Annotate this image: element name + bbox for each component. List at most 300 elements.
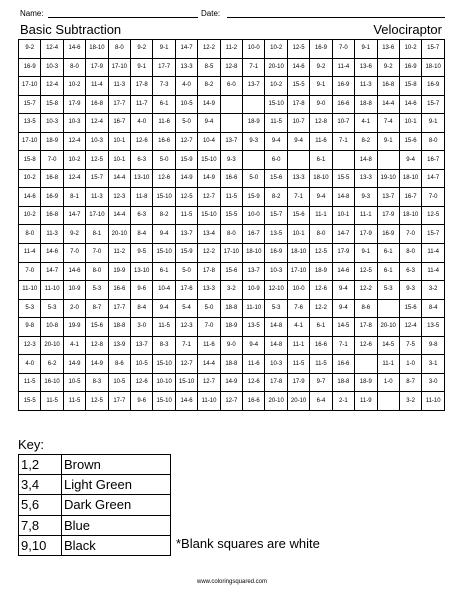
grid-cell: 17-8	[355, 318, 377, 337]
grid-cell: 16-6	[108, 281, 130, 300]
grid-row	[19, 58, 445, 77]
grid-cell: 18-10	[422, 58, 445, 77]
grid-cell: 6-3	[131, 206, 153, 225]
footer-url: www.coloringsquared.com	[196, 579, 268, 585]
grid-cell: 17-9	[355, 225, 377, 244]
grid-cell: 6-0	[265, 151, 287, 170]
grid-cell	[220, 114, 242, 133]
grid-cell: 14-7	[41, 262, 63, 281]
grid-cell: 9-4	[153, 299, 175, 318]
name-line	[48, 17, 198, 18]
grid-cell: 9-4	[287, 132, 309, 151]
grid-cell: 11-10	[198, 392, 220, 411]
grid-cell: 11-5	[265, 114, 287, 133]
grid-cell: 16-6	[332, 95, 354, 114]
grid-cell: 9-4	[332, 281, 354, 300]
grid-cell: 11-4	[422, 262, 445, 281]
key-color: Dark Green	[62, 495, 171, 515]
grid-cell: 9-5	[131, 244, 153, 263]
grid-cell: 13-3	[175, 58, 197, 77]
grid-cell: 14-8	[355, 151, 377, 170]
grid-cell: 15-6	[287, 206, 309, 225]
grid-cell: 16-7	[399, 188, 421, 207]
grid-cell: 14-8	[265, 336, 287, 355]
grid-cell: 11-9	[355, 392, 377, 411]
grid-cell: 16-9	[422, 77, 445, 96]
grid-cell: 7-0	[198, 318, 220, 337]
grid-cell: 13-7	[175, 225, 197, 244]
grid-cell: 3-2	[220, 281, 242, 300]
grid-cell: 8-0	[422, 132, 445, 151]
grid-cell: 6-1	[377, 244, 399, 263]
grid-row	[19, 392, 445, 411]
grid-cell: 11-5	[19, 373, 41, 392]
grid-cell: 7-1	[243, 58, 265, 77]
grid-cell	[243, 95, 265, 114]
grid-cell: 14-6	[63, 262, 85, 281]
grid-cell: 9-2	[377, 58, 399, 77]
grid-cell: 15-7	[19, 95, 41, 114]
grid-cell: 4-0	[131, 114, 153, 133]
grid-row	[19, 299, 445, 318]
grid-cell: 10-3	[41, 58, 63, 77]
grid-cell	[332, 151, 354, 170]
grid-cell: 14-6	[175, 392, 197, 411]
grid-cell: 6-2	[41, 355, 63, 374]
grid-cell: 14-6	[332, 262, 354, 281]
grid-cell: 11-4	[86, 77, 108, 96]
grid-cell: 5-0	[175, 114, 197, 133]
grid-cell: 13-9	[108, 336, 130, 355]
grid-cell	[377, 299, 399, 318]
grid-cell: 11-5	[220, 188, 242, 207]
grid-cell: 13-6	[355, 58, 377, 77]
grid-cell: 15-6	[220, 262, 242, 281]
key-range: 3,4	[19, 475, 62, 495]
grid-cell: 13-3	[355, 169, 377, 188]
grid-cell: 8-0	[86, 262, 108, 281]
grid-row	[19, 169, 445, 188]
grid-cell: 10-5	[63, 373, 85, 392]
grid-cell	[355, 355, 377, 374]
grid-cell: 15-9	[243, 188, 265, 207]
grid-cell: 9-4	[332, 299, 354, 318]
grid-cell: 12-6	[310, 281, 332, 300]
grid-cell: 3-0	[131, 318, 153, 337]
grid-cell: 20-10	[377, 318, 399, 337]
key-row	[19, 475, 171, 495]
grid-cell: 14-4	[198, 355, 220, 374]
name-label: Name:	[20, 9, 44, 18]
grid-cell: 7-0	[41, 151, 63, 170]
grid-cell: 7-1	[287, 188, 309, 207]
grid-cell: 7-1	[332, 132, 354, 151]
grid-cell: 12-6	[153, 169, 175, 188]
grid-cell: 5-3	[41, 299, 63, 318]
grid-cell: 6-3	[399, 262, 421, 281]
grid-cell: 8-0	[108, 40, 130, 59]
grid-cell	[220, 95, 242, 114]
grid-cell: 8-0	[310, 225, 332, 244]
grid-cell: 13-3	[198, 281, 220, 300]
grid-cell: 1-0	[377, 373, 399, 392]
grid-cell: 16-8	[86, 95, 108, 114]
grid-cell: 9-6	[131, 281, 153, 300]
grid-cell: 11-4	[19, 244, 41, 263]
grid-cell: 12-8	[220, 58, 242, 77]
grid-row	[19, 373, 445, 392]
grid-cell: 12-5	[287, 40, 309, 59]
grid-cell: 10-5	[108, 373, 130, 392]
grid-cell: 14-6	[287, 58, 309, 77]
grid-cell: 10-0	[243, 40, 265, 59]
key-color: Blue	[62, 515, 171, 535]
grid-cell: 16-8	[41, 206, 63, 225]
grid-cell: 8-7	[399, 373, 421, 392]
grid-cell: 15-10	[153, 244, 175, 263]
grid-cell: 16-9	[332, 77, 354, 96]
grid-cell: 18-9	[220, 318, 242, 337]
grid-cell: 14-9	[198, 169, 220, 188]
grid-cell: 15-5	[332, 169, 354, 188]
key-range: 9,10	[19, 535, 62, 555]
grid-cell: 15-5	[220, 206, 242, 225]
grid-cell: 8-4	[131, 225, 153, 244]
grid-cell: 17-10	[86, 206, 108, 225]
grid-cell: 12-5	[175, 188, 197, 207]
grid-cell: 11-5	[41, 392, 63, 411]
grid-cell: 8-4	[422, 299, 445, 318]
grid-cell: 12-5	[422, 206, 445, 225]
grid-cell: 16-9	[310, 40, 332, 59]
grid-cell: 16-9	[19, 58, 41, 77]
grid-cell: 9-0	[220, 336, 242, 355]
grid-cell: 13-3	[287, 169, 309, 188]
key-color: Brown	[62, 455, 171, 475]
grid-cell: 18-10	[399, 206, 421, 225]
grid-cell: 15-10	[198, 206, 220, 225]
grid-cell: 14-6	[63, 40, 85, 59]
grid-cell: 11-1	[287, 336, 309, 355]
grid-cell: 11-6	[153, 114, 175, 133]
grid-cell: 11-8	[131, 188, 153, 207]
grid-cell: 17-9	[63, 95, 85, 114]
grid-cell: 16-7	[108, 114, 130, 133]
grid-cell: 17-8	[287, 95, 309, 114]
grid-cell: 11-6	[310, 132, 332, 151]
grid-cell: 6-3	[131, 151, 153, 170]
grid-cell: 11-3	[86, 188, 108, 207]
grid-cell: 15-7	[422, 95, 445, 114]
grid-cell: 13-4	[198, 225, 220, 244]
grid-cell: 10-2	[19, 206, 41, 225]
grid-cell: 11-5	[63, 392, 85, 411]
grid-cell: 12-6	[131, 373, 153, 392]
grid-cell: 12-3	[175, 318, 197, 337]
grid-cell: 13-7	[243, 262, 265, 281]
grid-cell: 14-5	[377, 336, 399, 355]
grid-cell: 12-7	[175, 132, 197, 151]
grid-cell: 14-7	[63, 206, 85, 225]
grid-cell: 12-4	[63, 169, 85, 188]
grid-cell: 13-7	[131, 336, 153, 355]
key-row	[19, 455, 171, 475]
grid-cell: 15-8	[41, 95, 63, 114]
grid-cell: 13-7	[220, 132, 242, 151]
grid-cell: 12-2	[198, 40, 220, 59]
grid-row	[19, 281, 445, 300]
grid-cell: 8-1	[63, 188, 85, 207]
grid-cell: 11-7	[131, 95, 153, 114]
grid-cell: 12-7	[175, 355, 197, 374]
grid-cell	[377, 151, 399, 170]
grid-cell: 11-5	[175, 206, 197, 225]
grid-cell: 9-4	[399, 151, 421, 170]
grid-cell: 12-6	[131, 132, 153, 151]
grid-cell: 16-9	[377, 225, 399, 244]
grid-cell: 10-9	[243, 281, 265, 300]
grid-cell: 18-10	[287, 244, 309, 263]
grid-cell: 9-1	[422, 114, 445, 133]
grid-cell: 11-5	[153, 318, 175, 337]
grid-cell: 7-0	[19, 262, 41, 281]
grid-cell: 8-2	[153, 206, 175, 225]
grid-cell: 13-5	[243, 318, 265, 337]
grid-cell: 8-6	[355, 299, 377, 318]
grid-cell: 16-10	[41, 373, 63, 392]
grid-cell: 3-0	[422, 373, 445, 392]
grid-cell: 6-1	[310, 318, 332, 337]
grid-cell: 17-7	[153, 58, 175, 77]
grid-cell: 9-6	[131, 392, 153, 411]
grid-cell: 14-6	[19, 188, 41, 207]
grid-cell: 10-1	[332, 206, 354, 225]
grid-row	[19, 262, 445, 281]
grid-cell: 17-9	[377, 206, 399, 225]
grid-cell: 13-10	[131, 169, 153, 188]
grid-cell: 7-6	[287, 299, 309, 318]
grid-cell: 12-4	[399, 318, 421, 337]
grid-row	[19, 132, 445, 151]
grid-cell: 18-10	[86, 40, 108, 59]
grid-cell: 15-9	[175, 244, 197, 263]
grid-cell: 16-9	[41, 188, 63, 207]
worksheet-title: Basic Subtraction	[20, 22, 122, 37]
date-line	[227, 17, 445, 18]
grid-cell: 14-7	[175, 40, 197, 59]
grid-cell: 17-8	[198, 262, 220, 281]
grid-cell: 10-9	[63, 281, 85, 300]
grid-cell: 14-6	[41, 244, 63, 263]
grid-cell: 8-0	[220, 225, 242, 244]
grid-cell: 7-0	[422, 188, 445, 207]
key-row	[19, 495, 171, 515]
grid-cell: 2-0	[63, 299, 85, 318]
grid-cell: 17-8	[265, 373, 287, 392]
grid-cell: 7-0	[63, 244, 85, 263]
grid-cell: 12-2	[198, 244, 220, 263]
grid-cell: 15-5	[19, 392, 41, 411]
grid-cell: 12-2	[355, 281, 377, 300]
grid-cell: 7-1	[332, 336, 354, 355]
grid-cell: 3-2	[422, 281, 445, 300]
grid-cell: 18-9	[41, 132, 63, 151]
grid-cell: 11-6	[243, 355, 265, 374]
grid-cell: 14-9	[175, 169, 197, 188]
grid-cell: 12-8	[86, 336, 108, 355]
grid-cell: 16-6	[153, 132, 175, 151]
grid-cell: 11-1	[310, 206, 332, 225]
grid-cell: 18-9	[243, 114, 265, 133]
grid-cell: 13-7	[377, 188, 399, 207]
grid-cell: 9-3	[355, 188, 377, 207]
grid-cell: 17-6	[175, 281, 197, 300]
grid-cell: 15-10	[153, 355, 175, 374]
grid-cell: 10-3	[265, 355, 287, 374]
grid-cell: 10-2	[265, 40, 287, 59]
grid-cell: 5-3	[19, 299, 41, 318]
grid-cell: 12-8	[310, 114, 332, 133]
grid-cell: 10-4	[153, 281, 175, 300]
grid-cell: 7-0	[399, 225, 421, 244]
grid-cell: 7-4	[377, 114, 399, 133]
grid-cell: 15-6	[399, 132, 421, 151]
grid-cell: 11-10	[422, 392, 445, 411]
grid-cell: 16-9	[265, 244, 287, 263]
grid-cell: 18-9	[355, 373, 377, 392]
grid-cell: 15-7	[265, 206, 287, 225]
grid-cell: 12-7	[198, 188, 220, 207]
grid-cell: 14-4	[108, 169, 130, 188]
grid-cell: 13-7	[243, 77, 265, 96]
grid-cell: 16-6	[332, 355, 354, 374]
grid-cell: 5-3	[86, 281, 108, 300]
grid-cell: 15-9	[175, 151, 197, 170]
grid-cell: 12-7	[220, 392, 242, 411]
grid-cell: 8-1	[86, 225, 108, 244]
grid-cell: 20-10	[265, 392, 287, 411]
grid-cell: 18-9	[310, 262, 332, 281]
grid-cell: 18-10	[399, 169, 421, 188]
grid-cell: 6-1	[153, 95, 175, 114]
grid-cell: 13-10	[131, 262, 153, 281]
grid-cell: 11-1	[355, 206, 377, 225]
grid-cell: 16-8	[41, 169, 63, 188]
grid-cell: 14-9	[220, 373, 242, 392]
grid-cell: 5-0	[198, 299, 220, 318]
grid-cell: 12-3	[19, 336, 41, 355]
grid-cell: 5-0	[175, 262, 197, 281]
grid-cell: 5-4	[175, 299, 197, 318]
grid-row	[19, 318, 445, 337]
grid-cell: 10-3	[63, 114, 85, 133]
grid-cell: 14-7	[332, 225, 354, 244]
grid-cell: 9-2	[310, 58, 332, 77]
grid-cell: 4-1	[63, 336, 85, 355]
grid-cell: 17-8	[131, 77, 153, 96]
grid-cell: 11-2	[108, 244, 130, 263]
grid-cell: 17-10	[19, 132, 41, 151]
grid-cell: 6-1	[153, 262, 175, 281]
grid-cell: 3-1	[422, 355, 445, 374]
grid-cell: 8-0	[399, 244, 421, 263]
key-color: Black	[62, 535, 171, 555]
grid-cell: 9-1	[153, 40, 175, 59]
grid-cell: 14-6	[399, 95, 421, 114]
key-row	[19, 515, 171, 535]
grid-cell: 12-6	[243, 373, 265, 392]
grid-cell: 15-10	[175, 373, 197, 392]
grid-cell: 15-10	[153, 392, 175, 411]
grid-cell: 20-10	[265, 58, 287, 77]
grid-cell: 15-10	[198, 151, 220, 170]
grid-cell: 12-5	[86, 392, 108, 411]
grid-cell: 14-9	[63, 355, 85, 374]
grid-cell: 18-10	[243, 244, 265, 263]
grid-cell: 9-4	[198, 114, 220, 133]
grid-cell: 10-3	[86, 132, 108, 151]
grid-cell: 12-2	[310, 299, 332, 318]
grid-cell: 13-5	[265, 225, 287, 244]
date-label: Date:	[201, 9, 221, 18]
grid-cell: 14-4	[377, 95, 399, 114]
grid-cell: 9-1	[310, 77, 332, 96]
grid-cell: 11-4	[332, 58, 354, 77]
grid-cell: 20-10	[41, 336, 63, 355]
grid-row	[19, 188, 445, 207]
grid-cell: 8-7	[86, 299, 108, 318]
grid-cell: 12-4	[41, 40, 63, 59]
grid-cell: 17-7	[108, 299, 130, 318]
grid-cell: 8-2	[355, 132, 377, 151]
key-range: 1,2	[19, 455, 62, 475]
grid-cell: 9-8	[422, 336, 445, 355]
grid-cell: 15-7	[86, 169, 108, 188]
grid-cell: 7-0	[332, 40, 354, 59]
grid-cell: 14-9	[198, 95, 220, 114]
grid-cell: 11-5	[310, 355, 332, 374]
grid-cell: 10-10	[153, 373, 175, 392]
grid-cell: 14-9	[86, 355, 108, 374]
blank-note: *Blank squares are white	[176, 536, 320, 551]
grid-cell: 8-3	[86, 373, 108, 392]
grid-cell: 13-5	[422, 318, 445, 337]
grid-cell: 17-10	[220, 244, 242, 263]
grid-cell: 6-0	[220, 77, 242, 96]
grid-cell: 15-7	[422, 225, 445, 244]
grid-cell: 9-2	[131, 40, 153, 59]
grid-cell: 10-8	[41, 318, 63, 337]
grid-cell: 9-4	[153, 225, 175, 244]
grid-cell: 4-0	[19, 355, 41, 374]
grid-cell: 12-5	[310, 244, 332, 263]
grid-cell: 17-10	[19, 77, 41, 96]
grid-cell: 10-2	[399, 40, 421, 59]
grid-cell: 8-5	[198, 58, 220, 77]
grid-cell: 9-7	[310, 373, 332, 392]
grid-cell: 12-4	[86, 114, 108, 133]
grid-cell: 9-1	[131, 58, 153, 77]
grid-cell: 15-6	[265, 169, 287, 188]
grid-cell: 18-8	[332, 373, 354, 392]
grid-cell: 12-6	[355, 336, 377, 355]
grid-cell: 9-2	[63, 225, 85, 244]
grid-cell: 15-10	[153, 188, 175, 207]
key-range: 7,8	[19, 515, 62, 535]
grid-cell: 11-3	[355, 77, 377, 96]
grid-cell: 12-10	[265, 281, 287, 300]
grid-cell: 7-1	[175, 336, 197, 355]
